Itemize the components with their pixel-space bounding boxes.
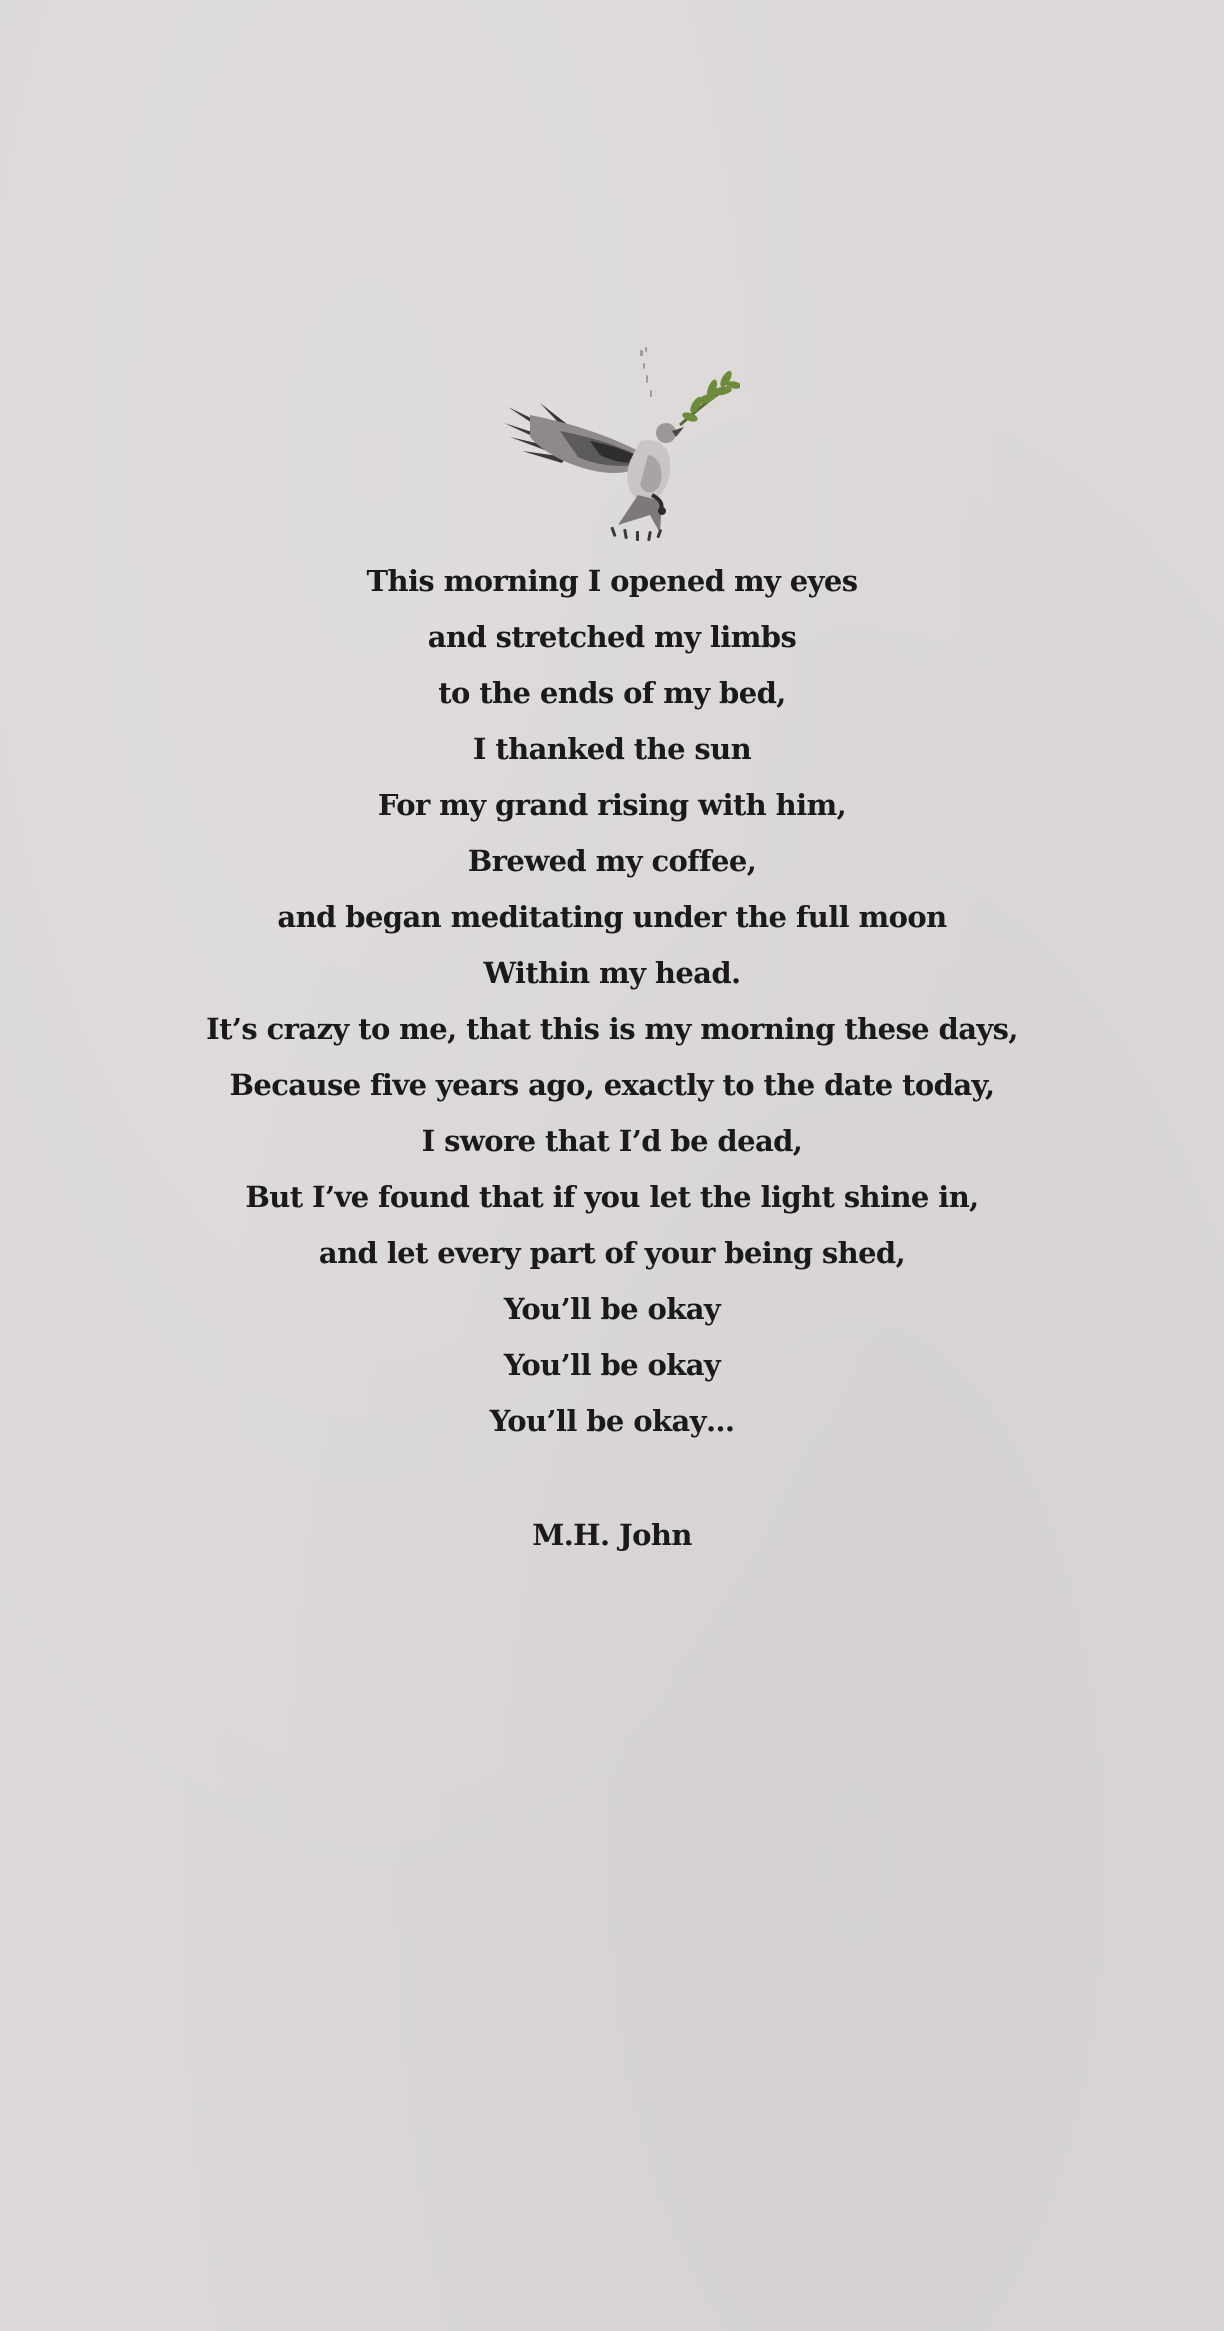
poem-line: and began meditating under the full moon bbox=[277, 900, 947, 934]
poem-body bbox=[0, 553, 1224, 1449]
poem-line: I thanked the sun bbox=[472, 732, 752, 766]
poem-line: You’ll be okay… bbox=[489, 1404, 735, 1438]
poem-line: Because five years ago, exactly to the date today, bbox=[229, 1068, 995, 1102]
dove-with-olive-branch-icon bbox=[500, 345, 740, 550]
poem-line: and stretched my limbs bbox=[427, 620, 797, 654]
poem-line: But I’ve found that if you let the light shine in, bbox=[245, 1180, 979, 1214]
poem-line: For my grand rising with him, bbox=[377, 788, 847, 822]
poem-line: It’s crazy to me, that this is my morning these days, bbox=[206, 1012, 1018, 1046]
poem-line: You’ll be okay bbox=[503, 1292, 721, 1326]
poem-line: I swore that I’d be dead, bbox=[421, 1124, 803, 1158]
poem-line: You’ll be okay bbox=[503, 1348, 721, 1382]
poem-line: to the ends of my bed, bbox=[438, 676, 786, 710]
poem-line: Within my head. bbox=[483, 956, 741, 990]
author-signature: M.H. John bbox=[532, 1518, 692, 1552]
poem-line: and let every part of your being shed, bbox=[318, 1236, 906, 1270]
poem-line: Brewed my coffee, bbox=[467, 844, 757, 878]
poem-line: This morning I opened my eyes bbox=[366, 564, 858, 598]
